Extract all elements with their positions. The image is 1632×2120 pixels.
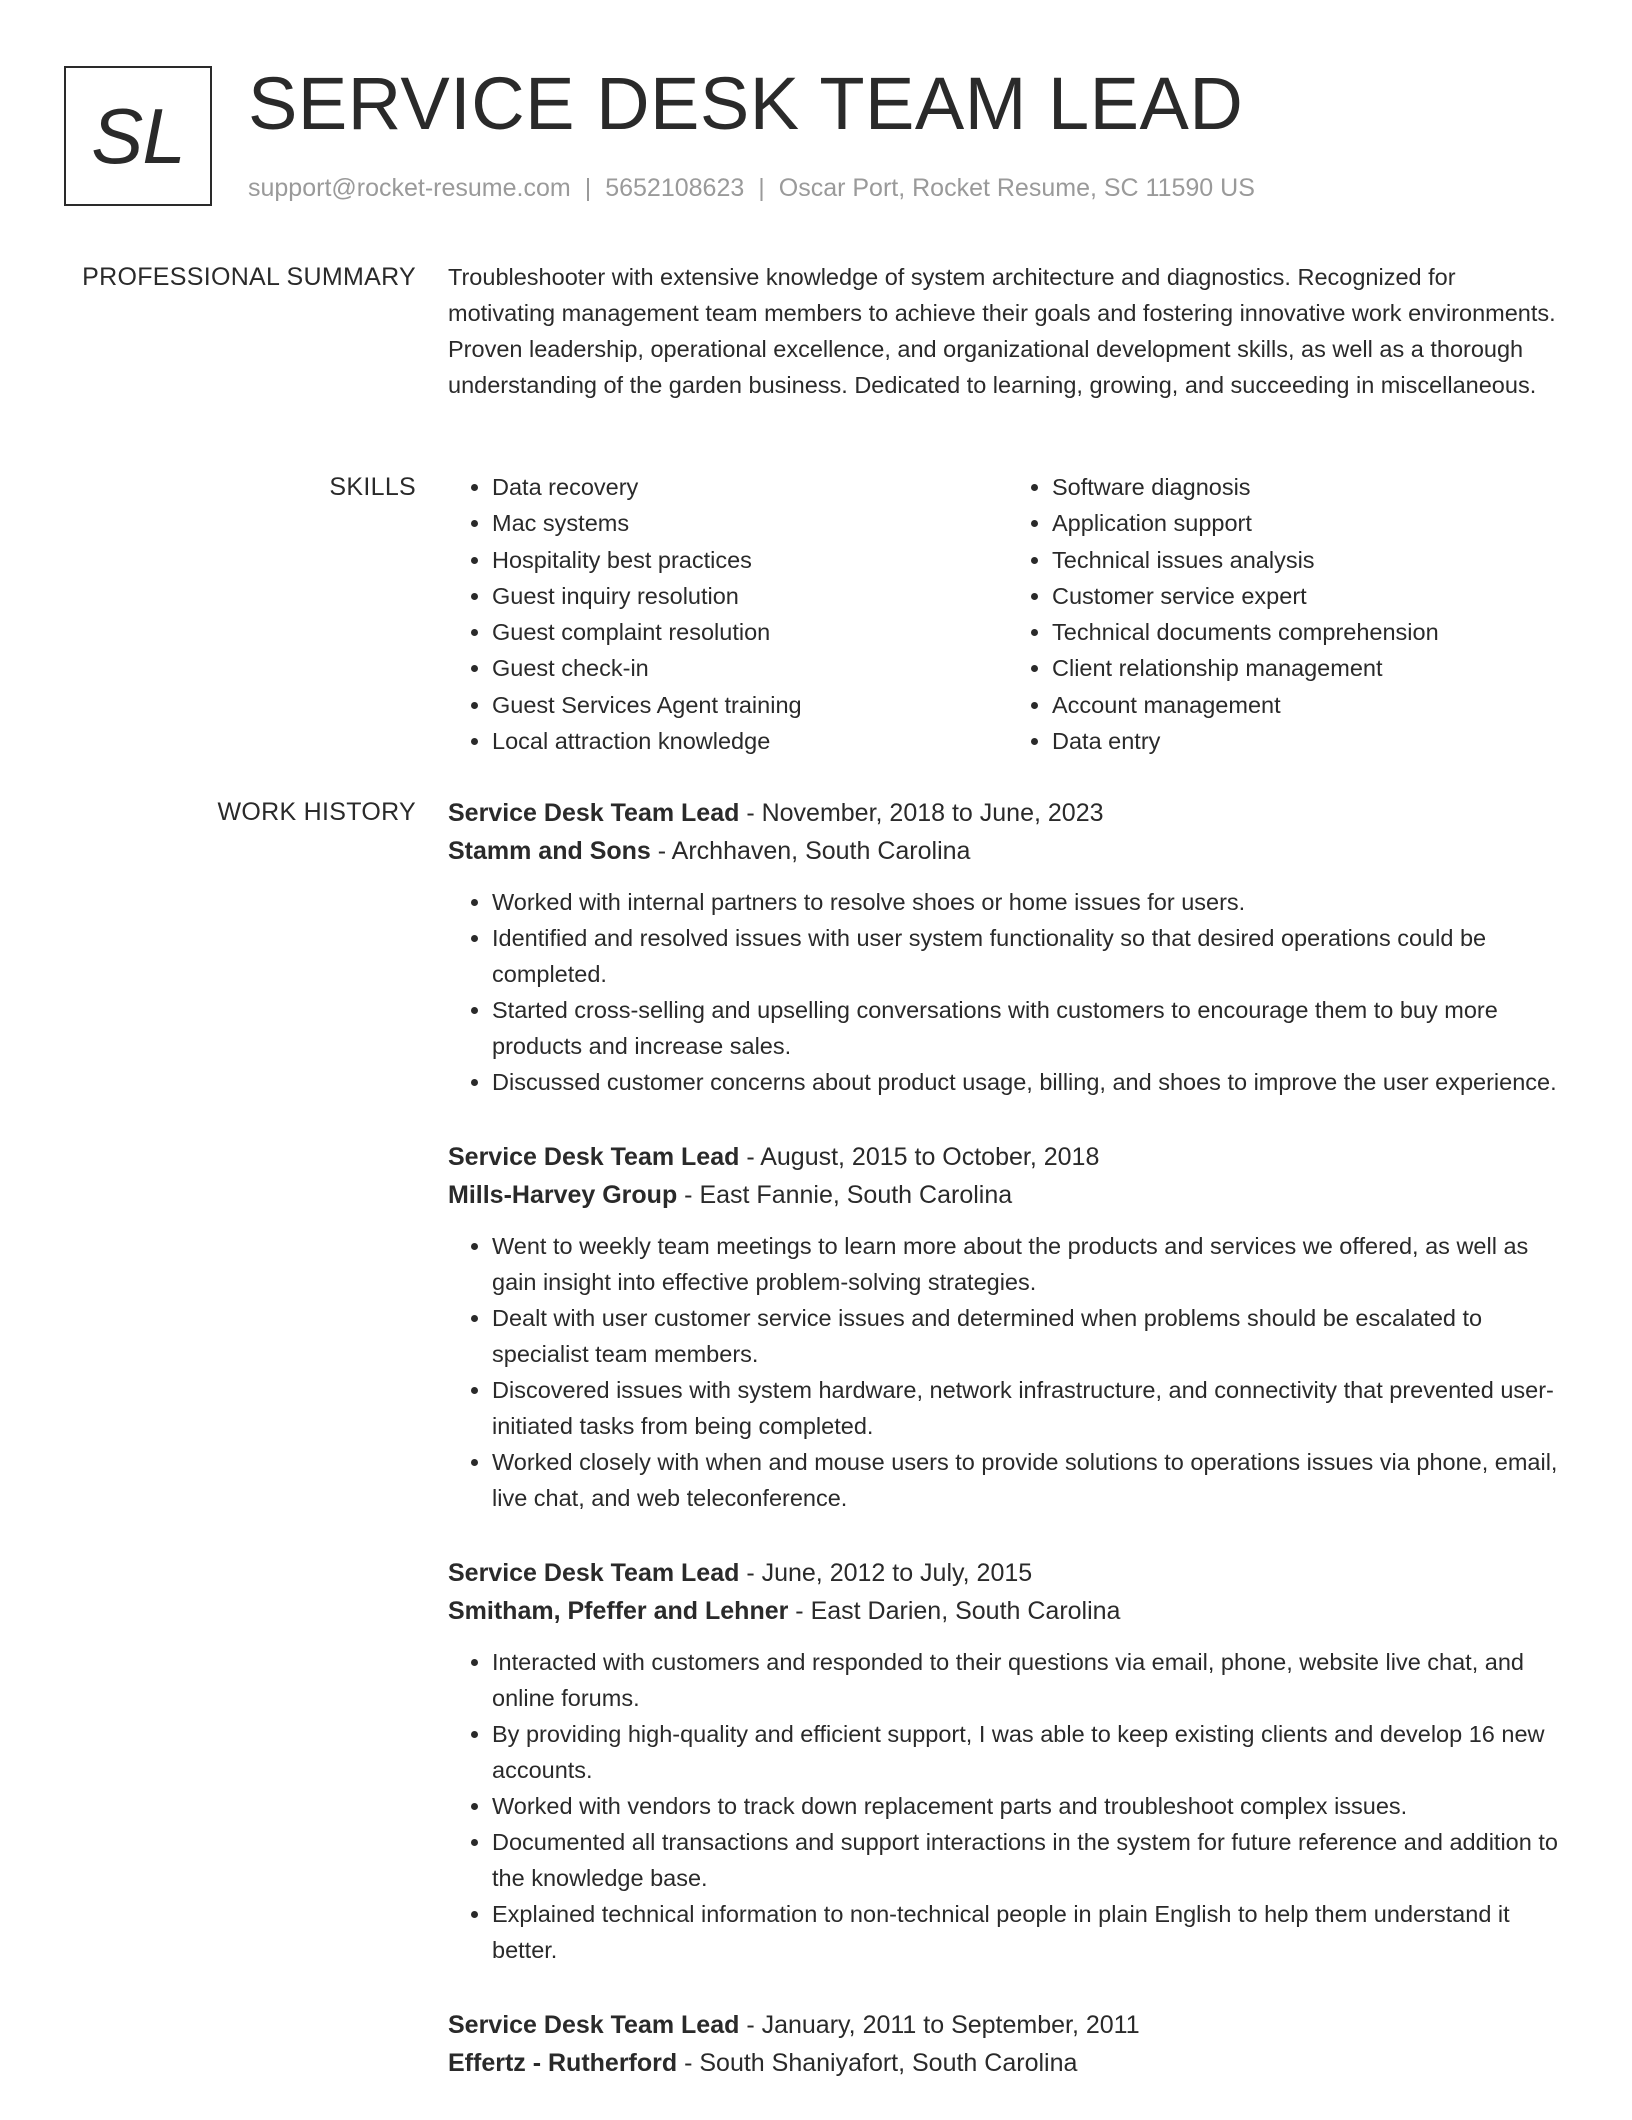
job-bullets (448, 1644, 1568, 1968)
job-company: Smitham, Pfeffer and Lehner (448, 1597, 789, 1625)
contact-separator: | (584, 174, 592, 202)
job-bullets (448, 884, 1568, 1100)
contact-email[interactable]: support@rocket-resume.com (248, 174, 571, 202)
job-bullet: • Discovered issues with system hardware, network infrastructure, and connectivity that prevented user-initiated tasks from being completed. (492, 1372, 1568, 1444)
job-location: - South Shaniyafort, South Carolina (677, 2049, 1078, 2077)
job-company: Effertz - Rutherford (448, 2049, 678, 2077)
resume-header (64, 64, 1564, 214)
job-title-line (448, 1554, 1568, 1592)
job-bullet: • Worked with vendors to track down replacement parts and troubleshoot complex issues. (492, 1788, 1568, 1824)
job-dates: - August, 2015 to October, 2018 (739, 1143, 1100, 1171)
skill-item: • Technical issues analysis (1052, 542, 1568, 578)
skill-item: • Technical documents comprehension (1052, 614, 1568, 650)
skills-list-left (448, 469, 1008, 759)
job-entry (448, 1138, 1568, 1516)
job-bullet: • Documented all transactions and support interactions in the system for future reference and addition to the knowledge base. (492, 1824, 1568, 1896)
job-bullets (448, 1228, 1568, 1516)
job-bullet: • Worked with internal partners to resolve shoes or home issues for users. (492, 884, 1568, 920)
skill-item: • Guest check-in (492, 650, 1008, 686)
skill-item: • Application support (1052, 505, 1568, 541)
skill-item: • Data entry (1052, 723, 1568, 759)
job-company-line (448, 832, 1568, 870)
skills-list-right (1008, 469, 1568, 759)
summary-text: Troubleshooter with extensive knowledge of system architecture and diagnostics. Recognized for motivating management team members to achieve their goals and fostering innovative work environments. Proven leadership, operational excellence, and organizational development skills, as well as a thorough understanding of the garden business. Dedicated to learning, growing, and succeeding in miscellaneous. (448, 264, 1556, 398)
job-entry (448, 1554, 1568, 1968)
skill-item: • Mac systems (492, 505, 1008, 541)
summary-body (448, 259, 1568, 403)
skill-item: • Data recovery (492, 469, 1008, 505)
skill-item: • Client relationship management (1052, 650, 1568, 686)
job-company: Mills-Harvey Group (448, 1181, 678, 1209)
skills-columns (448, 469, 1568, 759)
job-title-line (448, 794, 1568, 832)
job-location: - East Fannie, South Carolina (677, 1181, 1013, 1209)
job-title: Service Desk Team Lead (448, 799, 740, 827)
skill-item: • Guest inquiry resolution (492, 578, 1008, 614)
job-company: Stamm and Sons (448, 837, 651, 865)
job-company-line (448, 1592, 1568, 1630)
job-location: - Archhaven, South Carolina (650, 837, 971, 865)
skill-item: • Hospitality best practices (492, 542, 1008, 578)
job-bullet: • Went to weekly team meetings to learn more about the products and services we offered, as well as gain insight into effective problem-solving strategies. (492, 1228, 1568, 1300)
job-entry (448, 794, 1568, 1100)
job-bullet: • Started cross-selling and upselling conversations with customers to encourage them to buy more products and increase sales. (492, 992, 1568, 1064)
job-location: - East Darien, South Carolina (788, 1597, 1121, 1625)
job-company-line (448, 2044, 1568, 2082)
job-entry (448, 2006, 1568, 2082)
job-company-line (448, 1176, 1568, 1214)
resume-title: SERVICE DESK TEAM LEAD (248, 62, 1244, 145)
job-title-line (448, 1138, 1568, 1176)
job-dates: - June, 2012 to July, 2015 (739, 1559, 1033, 1587)
job-title: Service Desk Team Lead (448, 2011, 740, 2039)
job-dates: - November, 2018 to June, 2023 (739, 799, 1104, 827)
job-title: Service Desk Team Lead (448, 1559, 740, 1587)
skill-item: • Software diagnosis (1052, 469, 1568, 505)
job-bullet: • Worked closely with when and mouse users to provide solutions to operations issues via phone, email, live chat, and web teleconference. (492, 1444, 1568, 1516)
section-heading-skills: SKILLS (329, 473, 416, 501)
job-bullet: • Interacted with customers and responded to their questions via email, phone, website live chat, and online forums. (492, 1644, 1568, 1716)
skill-item: • Guest complaint resolution (492, 614, 1008, 650)
job-bullet: • Explained technical information to non-technical people in plain English to help them understand it better. (492, 1896, 1568, 1968)
job-bullet: • Identified and resolved issues with user system functionality so that desired operations could be completed. (492, 920, 1568, 992)
job-title-line (448, 2006, 1568, 2044)
job-bullet: • By providing high-quality and efficient support, I was able to keep existing clients and develop 16 new accounts. (492, 1716, 1568, 1788)
section-heading-summary: PROFESSIONAL SUMMARY (82, 263, 416, 291)
contact-separator: | (758, 174, 765, 202)
job-bullet: • Dealt with user customer service issues and determined when problems should be escalated to specialist team members. (492, 1300, 1568, 1372)
job-title: Service Desk Team Lead (448, 1143, 740, 1171)
monogram-logo: SL (64, 66, 212, 206)
section-heading-work-history: WORK HISTORY (217, 798, 416, 826)
skill-item: • Guest Services Agent training (492, 687, 1008, 723)
contact-phone[interactable]: 5652108623 (605, 174, 745, 202)
job-dates: - January, 2011 to September, 2011 (739, 2011, 1140, 2039)
skill-item: • Local attraction knowledge (492, 723, 1008, 759)
contact-address: Oscar Port, Rocket Resume, SC 11590 US (778, 174, 1255, 202)
contact-line (248, 173, 1255, 203)
work-history-body (448, 794, 1568, 2120)
job-bullet: • Discussed customer concerns about product usage, billing, and shoes to improve the user experience. (492, 1064, 1568, 1100)
skill-item: • Customer service expert (1052, 578, 1568, 614)
skills-body (448, 469, 1568, 759)
skill-item: • Account management (1052, 687, 1568, 723)
